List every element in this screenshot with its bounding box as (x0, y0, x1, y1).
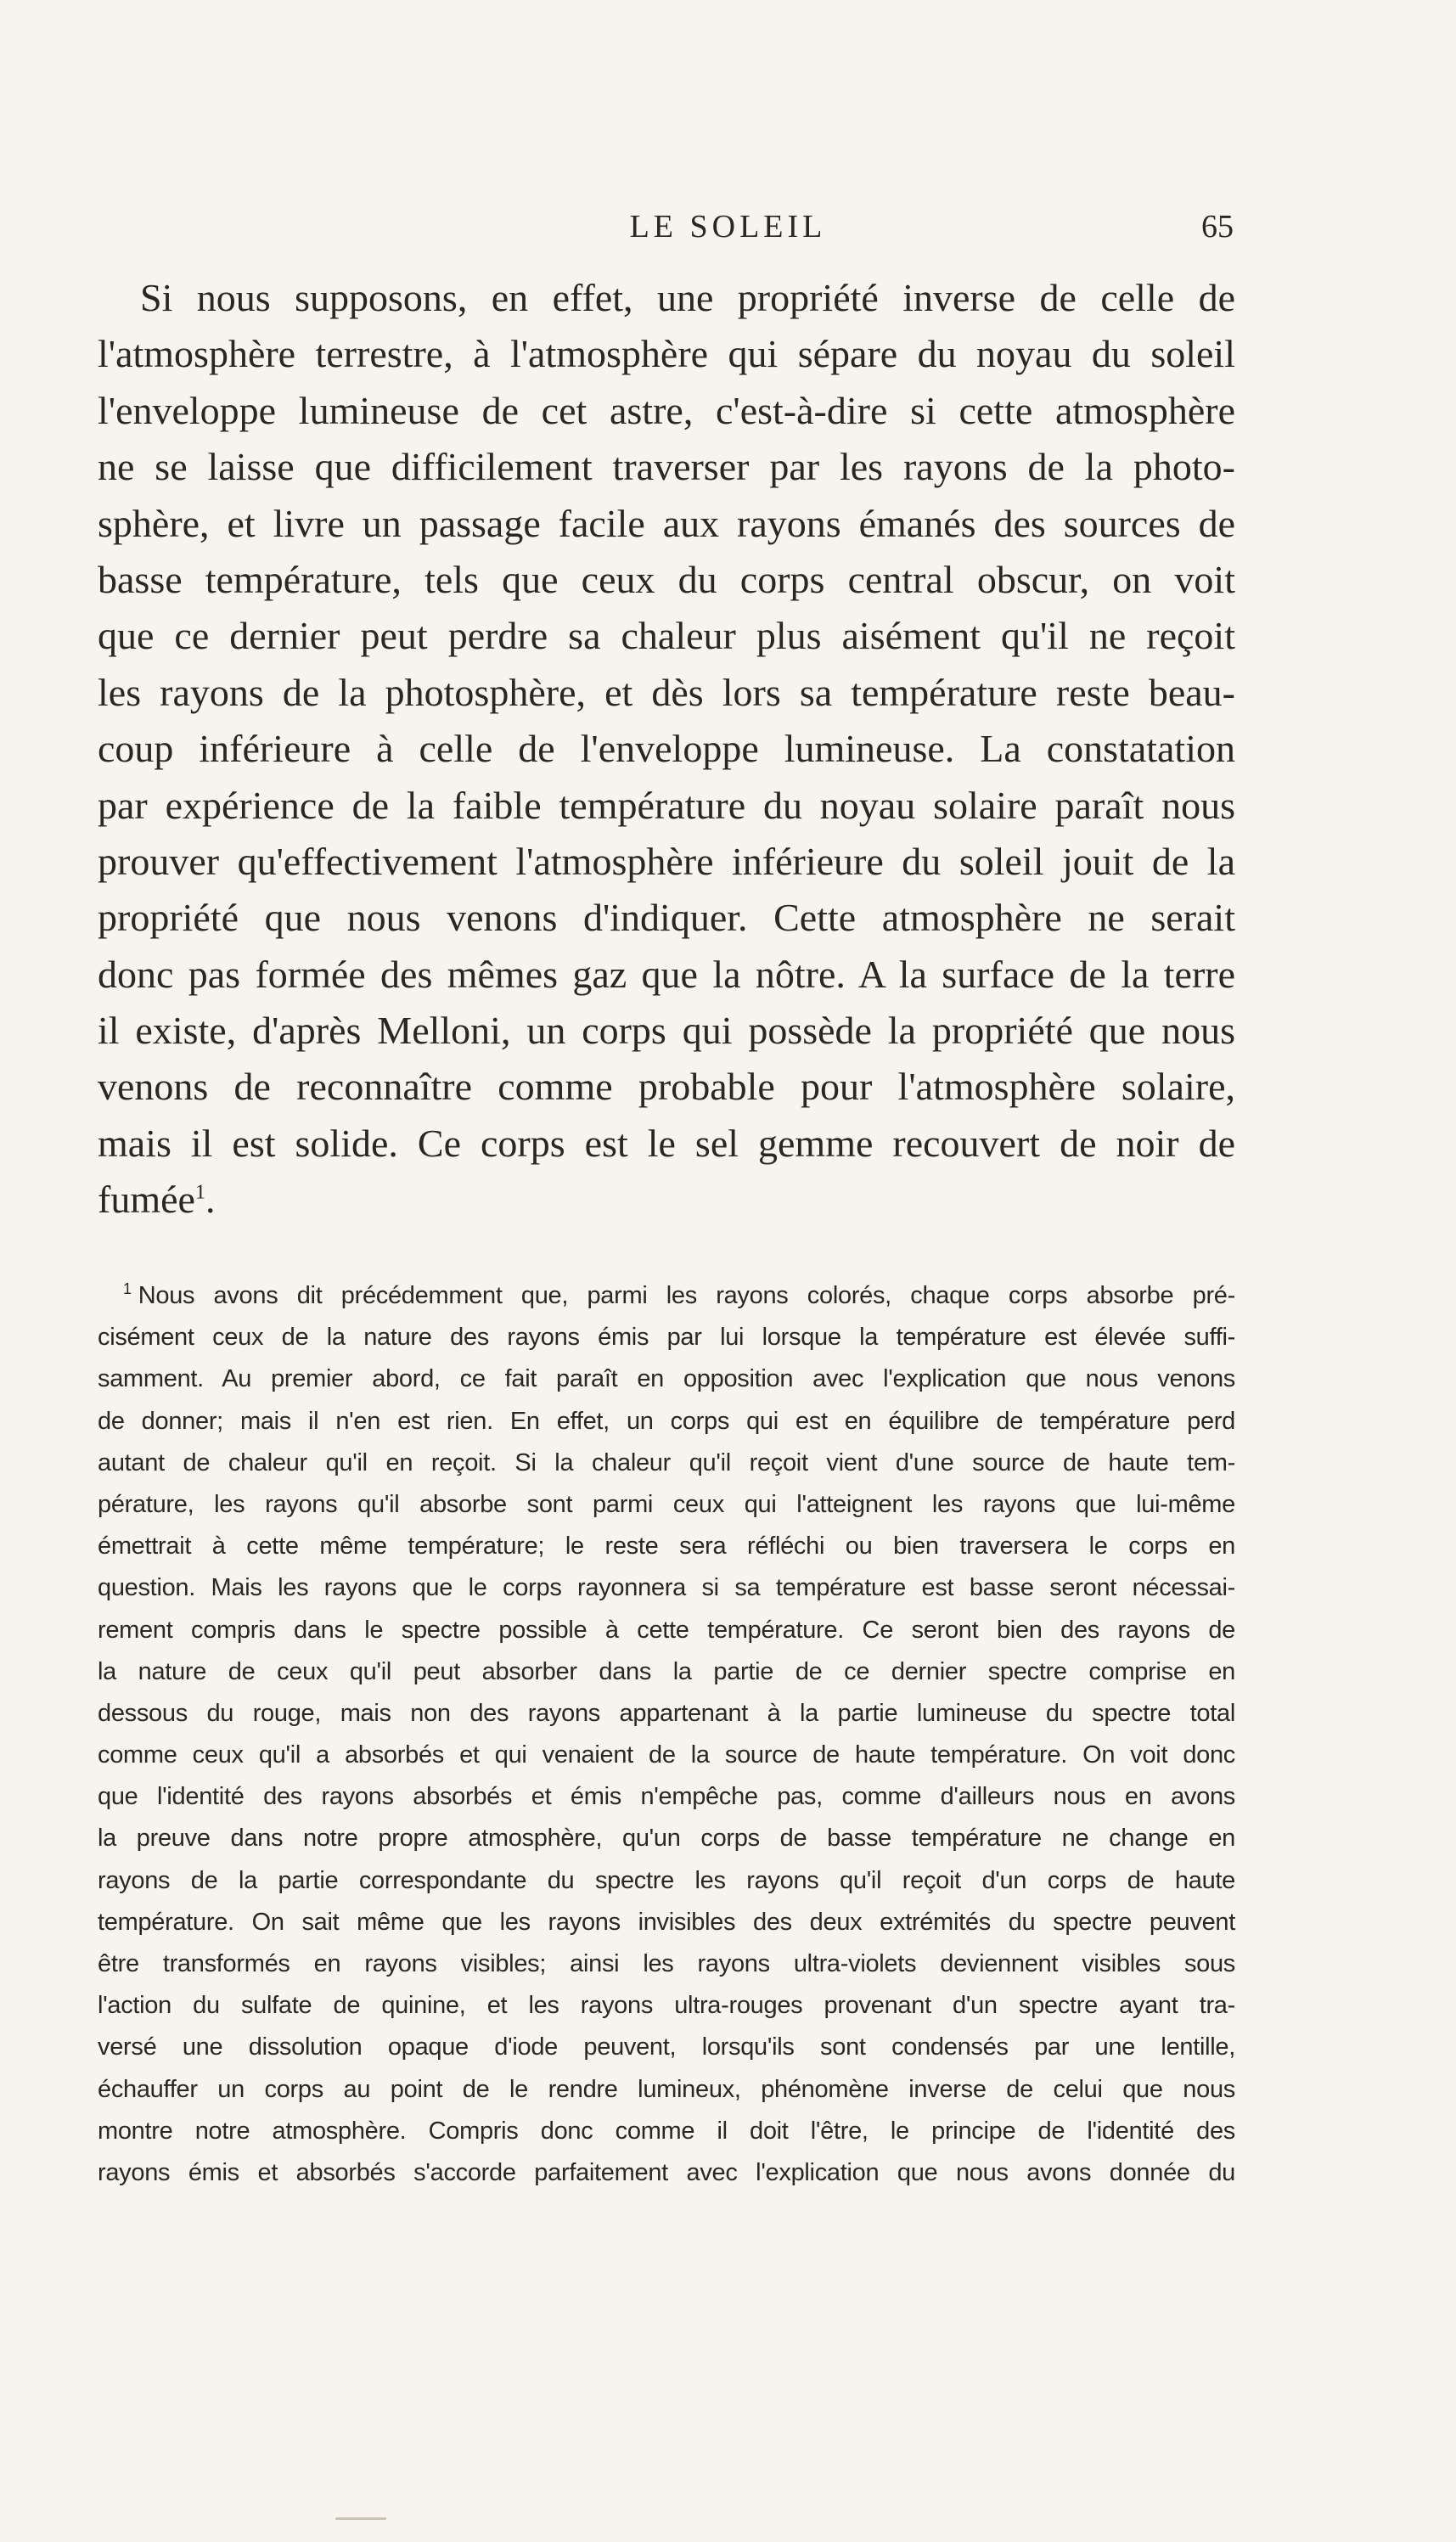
footnote-line (98, 1902, 1235, 1943)
body-line-text: que ce dernier peut perdre sa chaleur plus aisément qu'il ne reçoit (98, 614, 1235, 658)
body-line-text: propriété que nous venons d'indiquer. Cette atmosphère ne serait (98, 896, 1235, 940)
footnote-line-text: la preuve dans notre propre atmosphère, qu'un corps de basse température ne change en (98, 1825, 1235, 1853)
footnote-line (98, 1401, 1235, 1443)
page-number: 65 (1201, 209, 1234, 245)
body-line (98, 1059, 1235, 1115)
footnote-line-text: Nous avons dit précédemment que, parmi les rayons colorés, chaque corps absorbe pré- (138, 1282, 1235, 1309)
footnote-line-text: versé une dissolution opaque d'iode peuvent, lorsqu'ils sont condensés par une lentille, (98, 2033, 1235, 2061)
page-smudge (335, 2517, 386, 2520)
body-line (98, 1003, 1235, 1059)
footnote-line (98, 1317, 1235, 1358)
footnote-line-text: dessous du rouge, mais non des rayons appartenant à la partie lumineuse du spectre total (98, 1699, 1235, 1727)
body-line (98, 326, 1235, 382)
footnote-line-text: rayons émis et absorbés s'accorde parfaitement avec l'explication que nous avons donnée du (98, 2158, 1235, 2186)
footnote-line (98, 1818, 1235, 1859)
body-line (98, 778, 1235, 834)
body-line-text: il existe, d'après Melloni, un corps qui possède la propriété que nous (98, 1009, 1235, 1053)
footnote-line (98, 2027, 1235, 2068)
footnote-line (98, 1860, 1235, 1902)
footnote-line-text: de donner; mais il n'en est rien. En effet, un corps qui est en équilibre de température perd (98, 1407, 1235, 1435)
body-paragraph (98, 270, 1235, 1229)
footnote-line (98, 1526, 1235, 1567)
running-title: LE SOLEIL (629, 209, 827, 245)
body-line (98, 270, 1235, 326)
footnote-line (98, 1443, 1235, 1484)
body-line-text: l'enveloppe lumineuse de cet astre, c'est-à-dire si cette atmosphère (98, 388, 1235, 432)
footnote-marker: 1 (123, 1280, 132, 1298)
footnote-line (98, 1610, 1235, 1651)
footnote-line (98, 2069, 1235, 2111)
body-line-text: par expérience de la faible température du noyau solaire paraît nous (98, 783, 1235, 827)
footnote-line (98, 2111, 1235, 2152)
running-head (0, 208, 1456, 259)
body-line (98, 608, 1235, 664)
footnote-line-text: autant de chaleur qu'il en reçoit. Si la chaleur qu'il reçoit vient d'une source de haute tem- (98, 1448, 1235, 1476)
footnote-line (98, 1358, 1235, 1400)
body-line-text: venons de reconnaître comme probable pour l'atmosphère solaire, (98, 1065, 1235, 1109)
body-line-text: les rayons de la photosphère, et dès lors sa température reste beau- (98, 670, 1235, 714)
body-line (98, 834, 1235, 890)
body-line-text: prouver qu'effectivement l'atmosphère inférieure du soleil jouit de la (98, 839, 1235, 883)
body-line: fumée$^1$. (98, 1178, 216, 1222)
body-line (98, 1116, 1235, 1172)
footnote-line (98, 1567, 1235, 1609)
footnote-line-text: température. On sait même que les rayons invisibles des deux extrémités du spectre peuvent (98, 1908, 1235, 1936)
footnote-line (98, 2152, 1235, 2194)
body-line (98, 947, 1235, 1003)
body-line-text: donc pas formée des mêmes gaz que la nôtre. A la surface de la terre (98, 952, 1235, 996)
footnote-line-text: pérature, les rayons qu'il absorbe sont parmi ceux qui l'atteignent les rayons que lui-même (98, 1490, 1235, 1518)
footnote-line-text: rayons de la partie correspondante du spectre les rayons qu'il reçoit d'un corps de haute (98, 1866, 1235, 1894)
footnote-line (98, 1776, 1235, 1818)
body-line-text: Si nous supposons, en effet, une propriété inverse de celle de (140, 276, 1235, 319)
footnote-reference[interactable]: 1 (194, 1181, 205, 1204)
footnote-line-text: émettrait à cette même température; le reste sera réfléchi ou bien traversera le corps en (98, 1533, 1235, 1561)
footnote-line-text: que l'identité des rayons absorbés et émis n'empêche pas, comme d'ailleurs nous en avons (98, 1783, 1235, 1811)
body-line (98, 552, 1235, 608)
footnote-line-text: montre notre atmosphère. Compris donc comme il doit l'être, le principe de l'identité des (98, 2117, 1235, 2145)
footnote-line-text: l'action du sulfate de quinine, et les rayons ultra-rouges provenant d'un spectre ayant tra- (98, 1992, 1235, 2020)
body-line-text: mais il est solide. Ce corps est le sel gemme recouvert de noir de (98, 1121, 1235, 1165)
footnote-line (98, 1484, 1235, 1526)
footnote-line-text: échauffer un corps au point de le rendre lumineux, phénomène inverse de celui que nous (98, 2075, 1235, 2103)
body-line (98, 496, 1235, 552)
footnote-line (98, 1275, 1235, 1317)
footnote-line-text: question. Mais les rayons que le corps rayonnera si sa température est basse seront nécessai- (98, 1574, 1235, 1602)
body-line-text: coup inférieure à celle de l'enveloppe lumineuse. La constatation (98, 727, 1235, 771)
body-line-text: basse température, tels que ceux du corps central obscur, on voit (98, 557, 1235, 601)
body-line (98, 439, 1235, 495)
footnote-line (98, 1735, 1235, 1776)
footnote-block (98, 1275, 1235, 2194)
footnote-line (98, 1985, 1235, 2027)
footnote-line-text: rement compris dans le spectre possible à cette température. Ce seront bien des rayons de (98, 1616, 1235, 1644)
body-line-text: fumée (98, 1178, 195, 1222)
body-line (98, 890, 1235, 946)
footnote-line (98, 1651, 1235, 1693)
footnote-line (98, 1943, 1235, 1985)
body-line (98, 721, 1235, 777)
footnote-line-text: samment. Au premier abord, ce fait paraît en opposition avec l'explication que nous venons (98, 1365, 1235, 1393)
footnote-line-text: comme ceux qu'il a absorbés et qui venaient de la source de haute température. On voit donc (98, 1741, 1235, 1769)
body-line (98, 383, 1235, 439)
footnote-line-text: la nature de ceux qu'il peut absorber dans la partie de ce dernier spectre comprise en (98, 1657, 1235, 1685)
footnote-line-text: être transformés en rayons visibles; ainsi les rayons ultra-violets deviennent visibles sous (98, 1950, 1235, 1977)
body-line-text: l'atmosphère terrestre, à l'atmosphère qui sépare du noyau du soleil (98, 332, 1235, 376)
body-line-text: ne se laisse que difficilement traverser par les rayons de la photo- (98, 445, 1235, 489)
footnote-line (98, 1693, 1235, 1735)
body-line (98, 665, 1235, 721)
footnote-line-text: cisément ceux de la nature des rayons émis par lui lorsque la température est élevée suffi- (98, 1324, 1235, 1352)
body-line-text: sphère, et livre un passage facile aux rayons émanés des sources de (98, 501, 1235, 545)
